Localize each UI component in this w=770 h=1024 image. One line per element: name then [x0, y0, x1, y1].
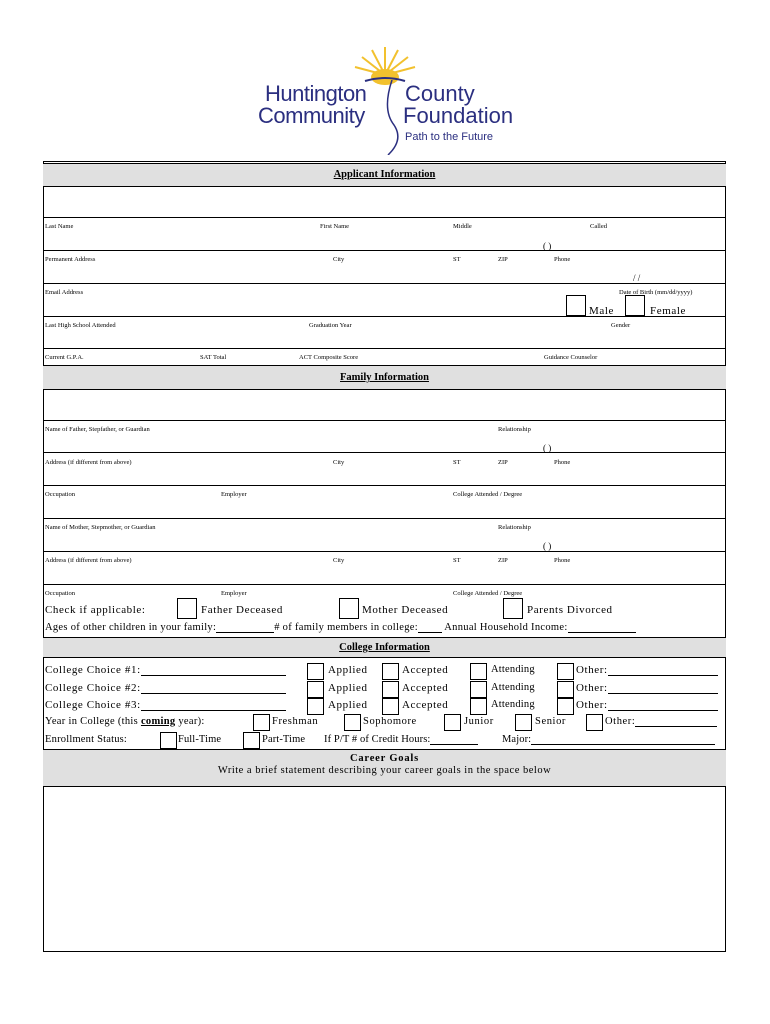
enrollment-status-label: Enrollment Status: — [45, 734, 128, 745]
mother-occupation-label: Occupation — [45, 590, 75, 597]
year-other-checkbox[interactable] — [586, 714, 603, 731]
choice-3-other-label: Other: — [576, 699, 608, 711]
part-time-checkbox[interactable] — [243, 732, 260, 749]
sun-icon — [350, 45, 420, 85]
parents-divorced-checkbox[interactable] — [503, 598, 523, 619]
female-label: Female — [650, 305, 686, 317]
major-row — [502, 734, 715, 745]
choice-3-applied-checkbox[interactable] — [307, 698, 324, 715]
year-label-coming: coming — [140, 716, 176, 727]
choice-2-accepted-label: Accepted — [402, 682, 449, 694]
freshman-label: Freshman — [272, 716, 319, 727]
college-choice-2-label: College Choice #2: — [45, 682, 141, 694]
father-occupation-label: Occupation — [45, 491, 75, 498]
father-zip-label: ZIP — [498, 459, 508, 466]
choice-1-applied-checkbox[interactable] — [307, 663, 324, 680]
last-name-label: Last Name — [45, 223, 74, 230]
choice-2-other-field[interactable] — [608, 693, 718, 694]
mother-city-label: City — [333, 557, 345, 564]
gender-label: Gender — [611, 322, 631, 329]
college-choice-3-label: College Choice #3: — [45, 699, 141, 711]
junior-label: Junior — [464, 716, 494, 727]
credit-hours-label: If P/T # of Credit Hours: — [324, 734, 431, 745]
permanent-address-label: Permanent Address — [45, 256, 96, 263]
logo-text-county: County — [405, 81, 475, 106]
college-choice-3-row — [45, 699, 286, 711]
male-checkbox[interactable] — [566, 295, 586, 316]
members-in-college-field[interactable] — [418, 632, 442, 633]
year-other-field[interactable] — [635, 726, 717, 727]
father-college-label: College Attended / Degree — [453, 491, 523, 498]
choice-3-other-row — [576, 699, 718, 711]
choice-2-attending-label: Attending — [491, 682, 535, 693]
choice-1-other-row — [576, 664, 718, 676]
applicant-header: Applicant Information — [43, 163, 726, 187]
dob-slashes: / / — [633, 273, 641, 283]
sophomore-label: Sophomore — [363, 716, 417, 727]
credit-hours-row — [324, 734, 478, 745]
year-label-c: year): — [175, 716, 205, 727]
siblings-ages-field[interactable] — [216, 632, 274, 633]
part-time-label: Part-Time — [262, 734, 306, 745]
mother-college-label: College Attended / Degree — [453, 590, 523, 597]
year-other-row — [605, 716, 717, 727]
college-choice-1-row — [45, 664, 286, 676]
choice-1-attending-checkbox[interactable] — [470, 663, 487, 680]
father-st-label: ST — [453, 459, 461, 466]
father-city-label: City — [333, 459, 345, 466]
logo-text-huntington: Huntington — [265, 81, 367, 106]
mother-zip-label: ZIP — [498, 557, 508, 564]
credit-hours-field[interactable] — [430, 744, 478, 745]
mother-st-label: ST — [453, 557, 461, 564]
mother-phone-label: Phone — [554, 557, 571, 564]
father-phone-label: Phone — [554, 459, 571, 466]
choice-3-accepted-checkbox[interactable] — [382, 698, 399, 715]
mother-deceased-checkbox[interactable] — [339, 598, 359, 619]
mother-name-label: Name of Mother, Stepmother, or Guardian — [45, 524, 156, 531]
college-choice-1-label: College Choice #1: — [45, 664, 141, 676]
choice-3-other-checkbox[interactable] — [557, 698, 574, 715]
sophomore-checkbox[interactable] — [344, 714, 361, 731]
freshman-checkbox[interactable] — [253, 714, 270, 731]
choice-1-accepted-label: Accepted — [402, 664, 449, 676]
senior-label: Senior — [535, 716, 567, 727]
parents-divorced-label: Parents Divorced — [527, 604, 613, 616]
choice-2-attending-checkbox[interactable] — [470, 681, 487, 698]
choice-2-accepted-checkbox[interactable] — [382, 681, 399, 698]
last-high-school-label: Last High School Attended — [45, 322, 116, 329]
siblings-ages-label: Ages of other children in your family: — [45, 622, 217, 633]
college-choice-2-row — [45, 682, 286, 694]
father-phone-parens: ( ) — [543, 443, 552, 453]
first-name-label: First Name — [320, 223, 350, 230]
income-label: Annual Household Income: — [444, 622, 568, 633]
act-label: ACT Composite Score — [299, 354, 359, 361]
income-field[interactable] — [568, 632, 636, 633]
year-label-a: Year in College (this — [45, 716, 141, 727]
father-address-label: Address (if different from above) — [45, 459, 132, 466]
college-choice-2-field[interactable] — [141, 693, 286, 694]
senior-checkbox[interactable] — [515, 714, 532, 731]
father-employer-label: Employer — [221, 491, 247, 498]
choice-2-applied-checkbox[interactable] — [307, 681, 324, 698]
father-relationship-label: Relationship — [498, 426, 531, 433]
father-deceased-checkbox[interactable] — [177, 598, 197, 619]
male-label: Male — [589, 305, 615, 317]
career-goals-instructions: Write a brief statement describing your career goals in the space below — [217, 765, 552, 776]
foundation-logo — [255, 45, 515, 155]
siblings-ages-row — [45, 622, 636, 633]
father-name-label: Name of Father, Stepfather, or Guardian — [45, 426, 150, 433]
college-choice-1-field[interactable] — [141, 675, 286, 676]
full-time-label: Full-Time — [178, 734, 222, 745]
st-label: ST — [453, 256, 461, 263]
choice-3-attending-checkbox[interactable] — [470, 698, 487, 715]
choice-2-other-label: Other: — [576, 682, 608, 694]
counselor-label: Guidance Counselor — [544, 354, 598, 361]
mother-phone-parens: ( ) — [543, 541, 552, 551]
mother-relationship-label: Relationship — [498, 524, 531, 531]
choice-3-attending-label: Attending — [491, 699, 535, 710]
mother-employer-label: Employer — [221, 590, 247, 597]
city-label: City — [333, 256, 345, 263]
dob-label: Date of Birth (mm/dd/yyyy) — [619, 289, 693, 296]
check-applicable-label: Check if applicable: — [45, 604, 146, 616]
mother-deceased-label: Mother Deceased — [362, 604, 449, 616]
career-goals-header — [43, 749, 726, 787]
phone-parens: ( ) — [543, 241, 552, 251]
choice-3-applied-label: Applied — [328, 699, 368, 711]
family-header: Family Information — [43, 365, 726, 390]
year-in-college-label — [45, 716, 205, 727]
choice-1-other-checkbox[interactable] — [557, 663, 574, 680]
choice-2-other-checkbox[interactable] — [557, 681, 574, 698]
major-label: Major: — [502, 734, 532, 745]
logo-text-foundation: Foundation — [403, 103, 514, 128]
mother-address-label: Address (if different from above) — [45, 557, 132, 564]
middle-label: Middle — [453, 223, 472, 230]
sat-label: SAT Total — [200, 354, 227, 361]
choice-2-other-row — [576, 682, 718, 694]
gpa-label: Current G.P.A. — [45, 354, 84, 361]
called-label: Called — [590, 223, 607, 230]
junior-checkbox[interactable] — [444, 714, 461, 731]
email-label: Email Address — [45, 289, 84, 296]
choice-1-accepted-checkbox[interactable] — [382, 663, 399, 680]
full-time-checkbox[interactable] — [160, 732, 177, 749]
female-checkbox[interactable] — [625, 295, 645, 316]
college-choice-3-field[interactable] — [141, 710, 286, 711]
major-field[interactable] — [531, 744, 715, 745]
logo-text-community: Community — [258, 103, 365, 128]
choice-1-other-label: Other: — [576, 664, 608, 676]
father-deceased-label: Father Deceased — [201, 604, 283, 616]
zip-label: ZIP — [498, 256, 508, 263]
choice-1-applied-label: Applied — [328, 664, 368, 676]
college-header: College Information — [43, 637, 726, 658]
choice-2-applied-label: Applied — [328, 682, 368, 694]
choice-1-other-field[interactable] — [608, 675, 718, 676]
members-in-college-label: # of family members in college: — [274, 622, 418, 633]
logo-tagline: Path to the Future — [405, 131, 494, 143]
year-other-label: Other: — [605, 716, 636, 727]
career-goals-textarea[interactable] — [45, 788, 724, 950]
choice-1-attending-label: Attending — [491, 664, 535, 675]
choice-3-other-field[interactable] — [608, 710, 718, 711]
career-goals-title: Career Goals — [350, 753, 419, 764]
phone-label: Phone — [554, 256, 571, 263]
choice-3-accepted-label: Accepted — [402, 699, 449, 711]
graduation-year-label: Graduation Year — [309, 322, 352, 329]
